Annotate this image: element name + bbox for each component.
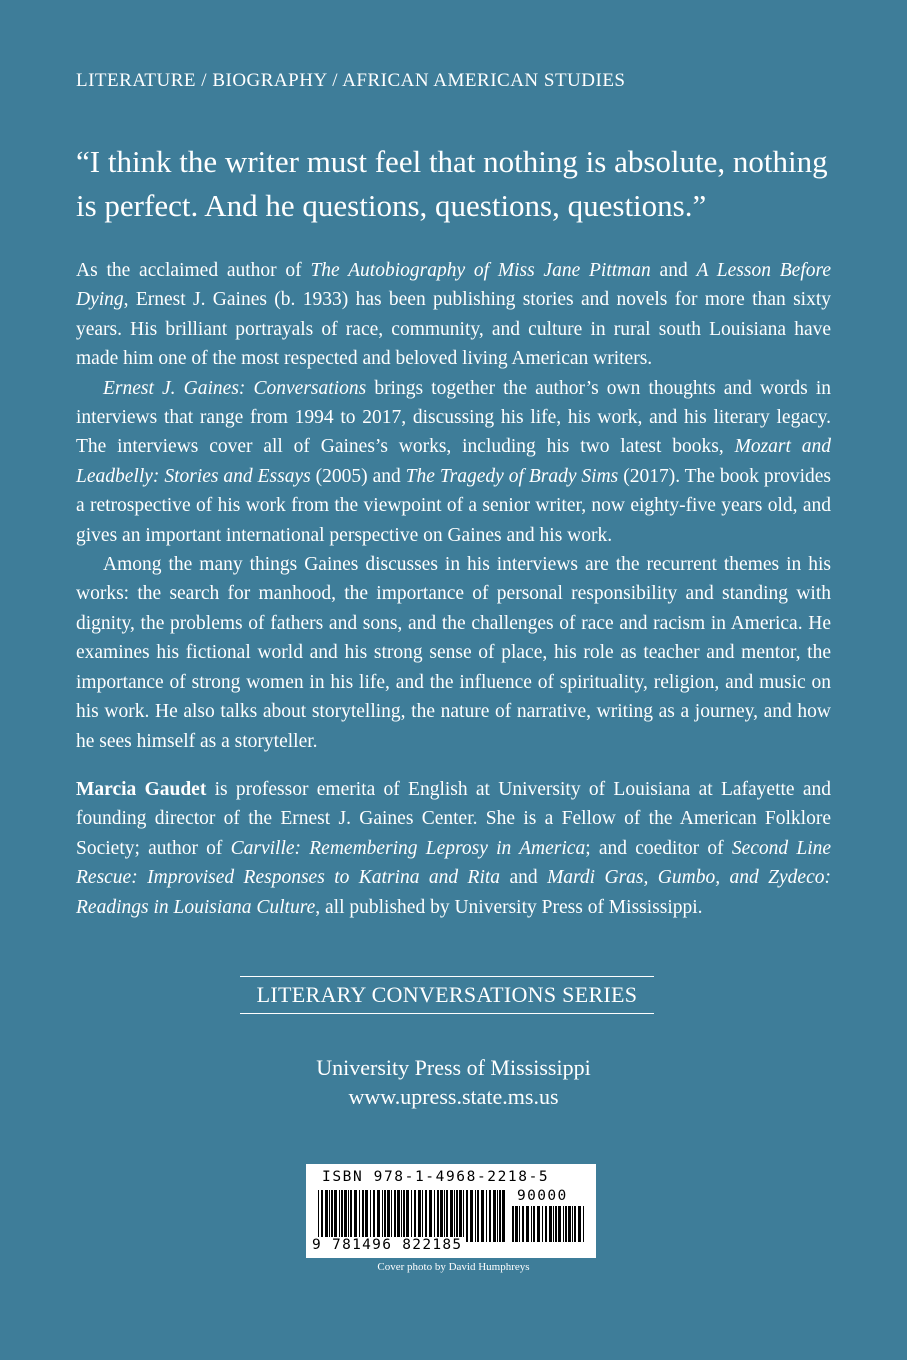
barcode-bar xyxy=(537,1206,540,1242)
description-paragraph-2 xyxy=(76,374,831,550)
pull-quote: “I think the writer must feel that nothing is absolute, nothing is perfect. And he questions, questions, questions.” xyxy=(76,144,828,223)
barcode-bar xyxy=(526,1206,529,1242)
barcode-box xyxy=(306,1164,596,1258)
barcode-bar xyxy=(403,1190,405,1242)
barcode-bar xyxy=(350,1190,352,1242)
barcode-bar xyxy=(493,1190,496,1242)
text-run: and xyxy=(500,867,548,889)
barcode-bar xyxy=(574,1206,576,1242)
text-run: is professor emerita of English at University of Louisiana at Lafayette and founding director of the Ernest J. Gaines Center. She is a Fellow of the American Folklore Society; author of xyxy=(76,779,831,859)
barcode-bar xyxy=(359,1190,360,1242)
text-run: As the acclaimed author of xyxy=(76,260,311,281)
italic-title: The Tragedy of Brady Sims xyxy=(405,465,619,487)
barcode-bar xyxy=(446,1190,448,1242)
barcode-bar xyxy=(414,1190,416,1242)
barcode-bar xyxy=(382,1190,383,1242)
italic-title: A Lesson Before Dying xyxy=(76,260,832,311)
photo-credit: Cover photo by David Humphreys xyxy=(377,1261,530,1273)
barcode-bar xyxy=(377,1190,380,1242)
barcode-bar xyxy=(341,1190,343,1242)
barcode-bar xyxy=(522,1206,524,1242)
barcode-bar xyxy=(519,1206,520,1242)
barcode-bar xyxy=(370,1190,371,1242)
publisher-url: www.upress.state.ms.us xyxy=(348,1084,559,1109)
barcode-bar xyxy=(437,1190,439,1242)
barcode-bar xyxy=(466,1190,468,1242)
text-run: , Ernest J. Gaines (b. 1933) has been publishing stories and novels for more than sixty years. His brilliant portrayals of race, community, and culture in rural south Louisiana have made him one of the most respected and beloved living American writers. xyxy=(76,289,831,370)
barcode-bar xyxy=(334,1190,337,1242)
barcode-bar xyxy=(565,1206,567,1242)
text-run: (2017). The book provides a retrospective of his work from the viewpoint of a senior writer, now eighty-five years old, and gives an important international perspective on Gaines and his work. xyxy=(76,465,831,546)
barcode-bar xyxy=(440,1190,443,1242)
price-addon: 90000 xyxy=(517,1188,568,1204)
publisher-block xyxy=(0,1053,907,1111)
barcode-bar xyxy=(549,1206,552,1242)
isbn-label: ISBN 978-1-4968-2218-5 xyxy=(322,1169,550,1185)
barcode-bar xyxy=(354,1190,357,1242)
series-title: LITERARY CONVERSATIONS SERIES xyxy=(240,976,654,1014)
barcode-bar xyxy=(384,1190,386,1242)
barcode-bar xyxy=(406,1190,409,1242)
barcode-bar xyxy=(394,1190,396,1242)
barcode-bar xyxy=(373,1190,375,1242)
barcode-bar xyxy=(387,1190,390,1242)
barcode-bar xyxy=(365,1190,368,1242)
barcode-bar xyxy=(391,1190,392,1242)
text-run: , all published by University Press of Mississippi. xyxy=(315,896,703,918)
description-paragraph-1 xyxy=(76,256,831,374)
barcode-bar xyxy=(411,1190,412,1242)
text-run: and xyxy=(650,260,697,281)
description-paragraph-3 xyxy=(76,550,831,756)
italic-title: Mardi Gras, Gumbo, and Zydeco: Readings in Louisiana Culture xyxy=(76,867,831,918)
italic-title: Ernest J. Gaines: Conversations xyxy=(103,377,367,399)
barcode-bar xyxy=(553,1206,554,1242)
barcode-addon-bars xyxy=(512,1206,588,1252)
barcode-bar xyxy=(329,1190,330,1242)
barcode-bar xyxy=(542,1206,543,1242)
barcode-bar xyxy=(331,1190,333,1242)
barcode-bar xyxy=(344,1190,347,1242)
barcode-bar xyxy=(489,1190,491,1242)
barcode-bar xyxy=(477,1190,479,1242)
barcode-bar xyxy=(339,1190,340,1242)
bold-name: Marcia Gaudet xyxy=(76,779,207,800)
barcode-bar xyxy=(401,1190,402,1242)
text-run: Among the many things Gaines discusses in his interviews are the recurrent themes in his works: the search for manhood, the importance of personal responsibility and standing with dignity, the problems of fathers and sons, and the challenges of race and racism in America. He examines his fictional world and his strong sense of place, his role as teacher and mentor, the importance of strong women in his life, and the influence of spirituality, religion, and music on his work. He also talks about storytelling, the nature of narrative, writing as a journey, and how he sees himself as a storyteller. xyxy=(76,554,831,752)
barcode-bar xyxy=(450,1190,453,1242)
publisher-name: University Press of Mississippi xyxy=(316,1055,591,1080)
barcode-bar xyxy=(454,1190,455,1242)
barcode-bar xyxy=(583,1206,584,1242)
barcode-bar xyxy=(545,1206,547,1242)
barcode-bar xyxy=(325,1190,328,1242)
book-description xyxy=(76,256,831,756)
barcode-bar xyxy=(348,1190,349,1242)
barcode-bar xyxy=(434,1190,435,1242)
barcode-bar xyxy=(563,1206,564,1242)
italic-title: Second Line Rescue: Improvised Responses to Katrina and Rita xyxy=(76,837,832,889)
barcode-bar xyxy=(502,1190,505,1242)
barcode-bar xyxy=(425,1190,427,1242)
text-run: (2005) and xyxy=(310,465,406,487)
barcode-bar xyxy=(531,1206,532,1242)
barcode-bar xyxy=(459,1190,462,1242)
italic-title: Mozart and Leadbelly: Stories and Essays xyxy=(76,436,832,487)
barcode-bar xyxy=(533,1206,535,1242)
barcode-bar xyxy=(456,1190,458,1242)
category-line: LITERATURE / BIOGRAPHY / AFRICAN AMERICAN STUDIES xyxy=(76,70,626,91)
barcode-bar xyxy=(512,1206,514,1242)
barcode-bar xyxy=(568,1206,571,1242)
text-run: ; and coeditor of xyxy=(585,837,732,859)
barcode-digits: 9 781496 822185 xyxy=(312,1237,463,1253)
barcode-bar xyxy=(429,1190,432,1242)
barcode-bar xyxy=(497,1190,498,1242)
text-run: brings together the author’s own thoughts and words in interviews that range from 1994 to 2017, discussing his life, his work, and his literary legacy. The interviews cover all of Gaines’s works, including his two latest books, xyxy=(76,377,831,458)
barcode-bar xyxy=(481,1190,484,1242)
barcode-bar xyxy=(555,1206,557,1242)
barcode-bar xyxy=(499,1190,501,1242)
barcode-bar xyxy=(515,1206,518,1242)
barcode-bar xyxy=(558,1206,561,1242)
barcode-bar xyxy=(470,1190,473,1242)
author-bio xyxy=(76,775,831,922)
italic-title: The Autobiography of Miss Jane Pittman xyxy=(310,260,651,281)
barcode-bar xyxy=(397,1190,400,1242)
barcode-bar xyxy=(486,1190,487,1242)
barcode-bar xyxy=(362,1190,364,1242)
barcode-bar xyxy=(444,1190,445,1242)
barcode-bar xyxy=(475,1190,476,1242)
barcode-bar xyxy=(578,1206,581,1242)
barcode-bar xyxy=(463,1190,464,1242)
italic-title: Carville: Remembering Leprosy in America xyxy=(230,837,586,859)
barcode-bar xyxy=(572,1206,573,1242)
